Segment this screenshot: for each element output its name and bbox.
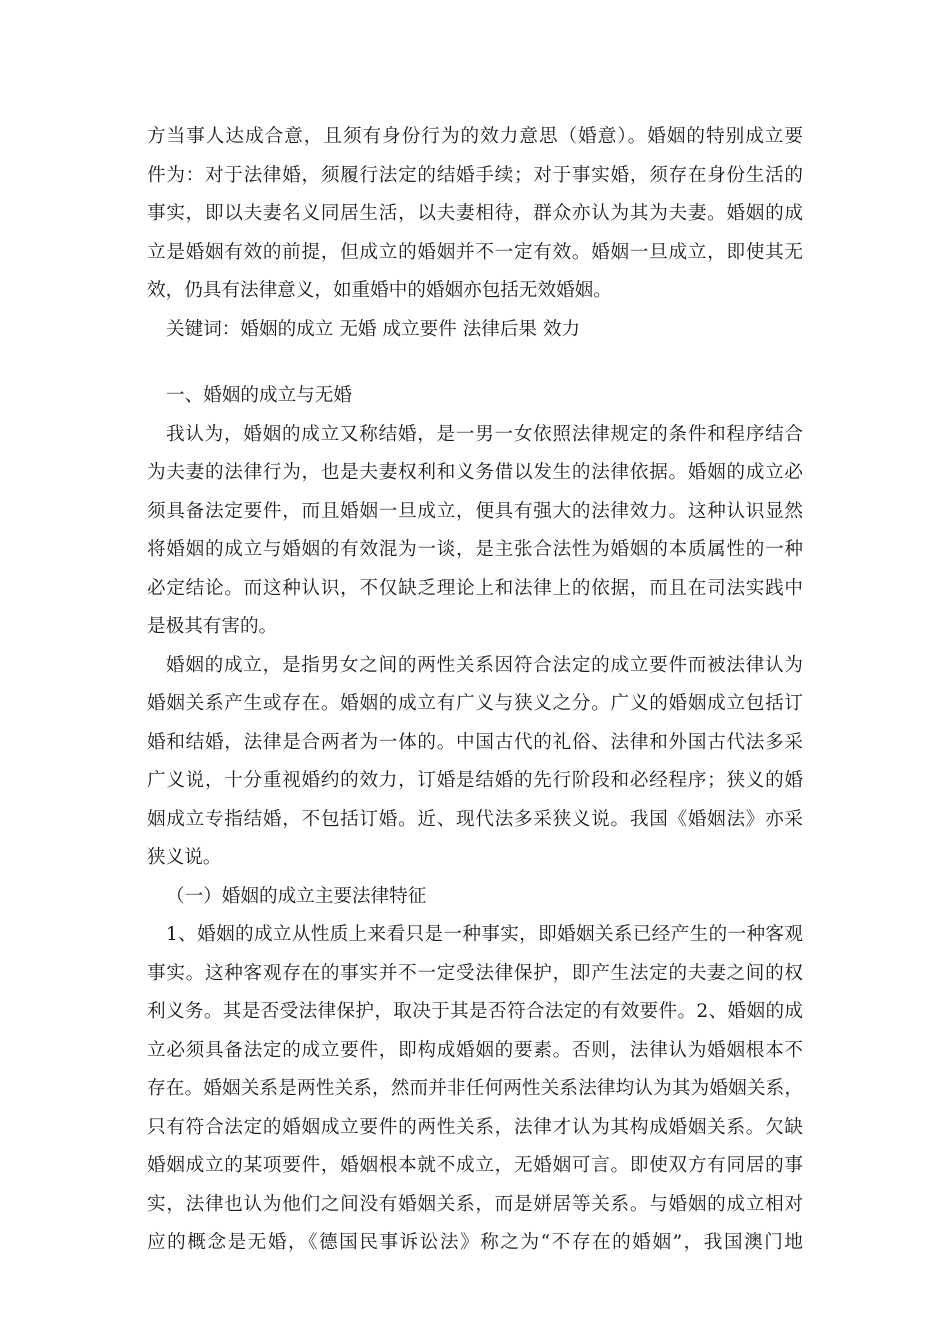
text-line: 件为：对于法律婚，须履行法定的结婚手续；对于事实婚，须存在身份生活的 — [147, 164, 803, 186]
text-line: 广义说，十分重视婚约的效力，订婚是结婚的先行阶段和必经程序；狭义的婚 — [147, 770, 803, 791]
text-line: 姻成立专指结婚，不包括订婚。近、现代法多采狭义说。我国《婚姻法》亦采 — [147, 808, 803, 830]
text-line: 存在。婚姻关系是两性关系，然而并非任何两性关系法律均认为其为婚姻关系， — [147, 1078, 803, 1099]
text-line: 为夫妻的法律行为，也是夫妻权利和义务借以发生的法律依据。婚姻的成立必 — [147, 462, 803, 483]
subsection-heading: （一）婚姻的成立主要法律特征 — [166, 885, 427, 907]
section-heading: 一、婚姻的成立与无婚 — [166, 385, 352, 406]
text-line: 婚和结婚，法律是合两者为一体的。中国古代的礼俗、法律和外国古代法多采 — [147, 731, 803, 753]
text-line: 我认为，婚姻的成立又称结婚，是一男一女依照法律规定的条件和程序结合 — [166, 423, 803, 445]
blank-gap — [147, 349, 803, 377]
text-line: 1、婚姻的成立从性质上来看只是一种事实，即婚姻关系已经产生的一种客观 — [166, 924, 803, 945]
text-line: 利义务。其是否受法律保护，取决于其是否符合法定的有效要件。2、婚姻的成 — [147, 1001, 803, 1022]
paragraph-3 — [147, 916, 803, 1263]
text-line: 立是婚姻有效的前提，但成立的婚姻并不一定有效。婚姻一旦成立，即使其无 — [147, 241, 803, 263]
text-line: 婚姻关系产生或存在。婚姻的成立有广义与狭义之分。广义的婚姻成立包括订 — [147, 693, 803, 714]
intro-paragraph — [147, 118, 803, 311]
text-line: 将婚姻的成立与婚姻的有效混为一谈，是主张合法性为婚姻的本质属性的一种 — [147, 539, 803, 560]
text-line: 实，法律也认为他们之间没有婚姻关系，而是姘居等关系。与婚姻的成立相对 — [147, 1193, 803, 1215]
text-line: 效，仍具有法律意义，如重婚中的婚姻亦包括无效婚姻。 — [147, 280, 612, 301]
keywords-line: 关键词：婚姻的成立 无婚 成立要件 法律后果 效力 — [166, 318, 581, 340]
paragraph-1 — [147, 416, 803, 647]
text-line: 须具备法定要件，而且婚姻一旦成立，便具有强大的法律效力。这种认识显然 — [147, 500, 803, 522]
text-line: 立必须具备法定的成立要件，即构成婚姻的要素。否则，法律认为婚姻根本不 — [147, 1039, 803, 1061]
text-line: 婚姻的成立，是指男女之间的两性关系因符合法定的成立要件而被法律认为 — [166, 654, 803, 676]
text-line: 必定结论。而这种认识，不仅缺乏理论上和法律上的依据，而且在司法实践中 — [147, 577, 803, 599]
document-body — [147, 118, 803, 1263]
text-line: 是极其有害的。 — [147, 616, 278, 637]
text-line: 狭义说。 — [147, 847, 222, 868]
text-line: 应的概念是无婚，《德国民事诉讼法》称之为“不存在的婚姻”，我国澳门地 — [147, 1232, 803, 1253]
paragraph-2 — [147, 647, 803, 878]
text-line: 事实。这种客观存在的事实并不一定受法律保护，即产生法定的夫妻之间的权 — [147, 962, 803, 984]
text-line: 婚姻成立的某项要件，婚姻根本就不成立，无婚姻可言。即使双方有同居的事 — [147, 1155, 803, 1176]
text-line: 只有符合法定的婚姻成立要件的两性关系，法律才认为其构成婚姻关系。欠缺 — [147, 1116, 803, 1138]
text-line: 方当事人达成合意，且须有身份行为的效力意思（婚意）。婚姻的特别成立要 — [147, 126, 803, 147]
text-line: 事实，即以夫妻名义同居生活，以夫妻相待，群众亦认为其为夫妻。婚姻的成 — [147, 203, 803, 224]
